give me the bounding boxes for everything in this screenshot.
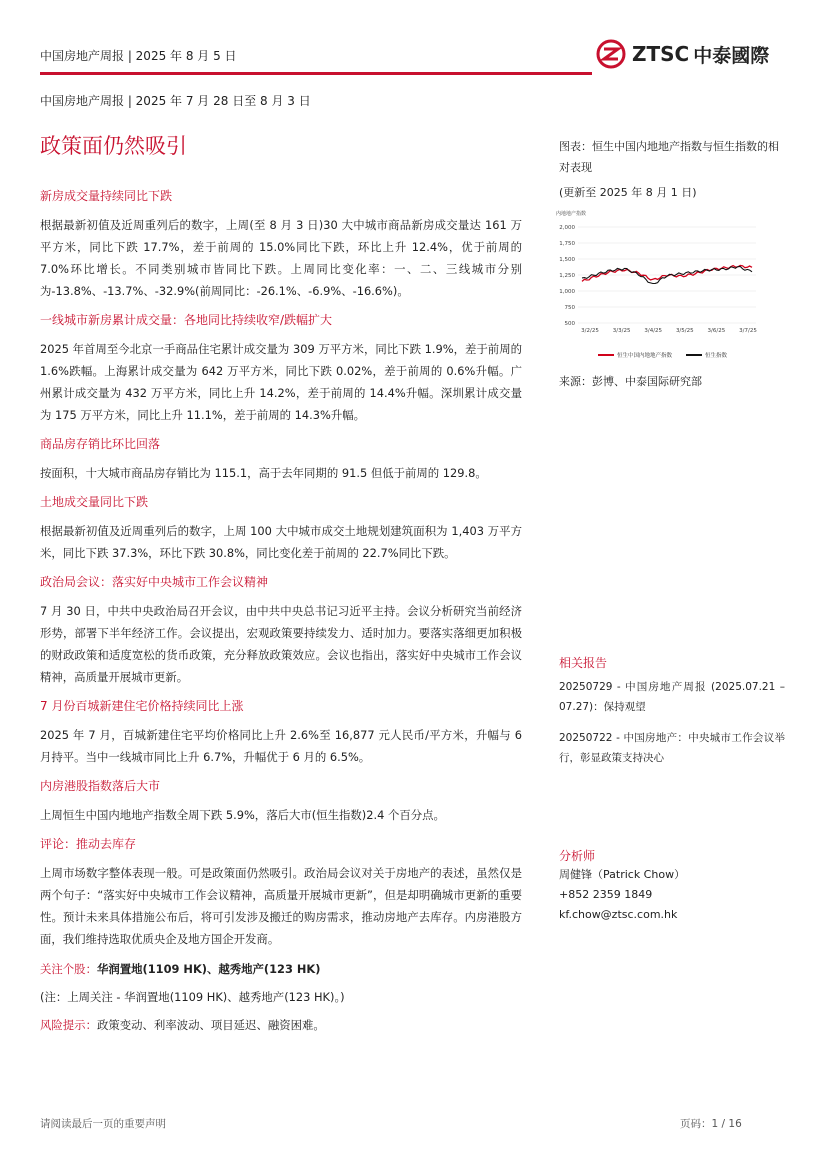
focus-stocks-value: 华润置地(1109 HK)、越秀地产(123 HK) [96,962,321,976]
section-heading: 7 月份百城新建住宅价格持续同比上涨 [40,699,244,713]
y-tick-label: 1,750 [559,241,575,247]
company-logo [596,38,796,70]
section-inventory-ratio [40,435,522,484]
header-divider [40,72,592,75]
analyst-email[interactable]: kf.chow@ztsc.com.hk [559,908,678,921]
relative-performance-chart [556,205,771,365]
focus-note: (注：上周关注 - 华润置地(1109 HK)、越秀地产(123 HK)。) [40,990,345,1004]
focus-stocks [40,959,522,979]
section-heading: 政治局会议：落实好中央城市工作会议精神 [40,575,269,589]
x-tick-label: 3/3/25 [612,328,631,334]
x-tick-label: 3/7/25 [739,328,757,334]
ztsc-logo-icon [596,39,626,69]
section-body: 根据最新初值及近周重列后的数字，上周(至 8 月 3 日)30 大中城市商品新房成交量达 161 万平方米，同比下跌 17.7%，差于前周的 15.0%同比下跌，环比上升 12.4%，优于前周的 7.0%环比增长。不同类别城市皆同比下跌。上周同比变化率：一、二、三线城市分别为-13.8%、-13.7%、-32.9%(前周同比：-26.1%、-6.9%、-16.6%)。 [40,218,522,298]
section-body: 上周恒生中国内地地产指数全周下跌 5.9%，落后大市(恒生指数)2.4 个百分点。 [40,808,445,822]
legend-label: 恒生指数 [705,353,728,359]
section-hk-property-index [40,777,522,826]
x-tick-label: 3/6/25 [707,328,726,334]
page-title: 政策面仍然吸引 [40,134,187,158]
section-land-sales [40,493,522,564]
related-report-item[interactable]: 20250729 - 中国房地产周报 (2025.07.21 – 07.27)：保持观望 [559,681,785,713]
x-tick-label: 3/2/25 [581,328,599,334]
section-tier1-cumulative [40,311,522,426]
y-tick-label: 1,000 [559,289,575,295]
analyst-phone: +852 2359 1849 [559,888,653,901]
legend-label: 恒生中国内地地产指数 [617,353,673,359]
series-line [582,265,752,281]
analyst-heading: 分析师 [559,849,596,863]
section-new-home-sales [40,187,522,302]
risk-warning [40,1015,522,1035]
y-tick-label: 500 [564,321,575,327]
chart-svg [556,205,771,365]
section-body: 7 月 30 日，中共中央政治局召开会议，由中共中央总书记习近平主持。会议分析研究当前经济形势，部署下半年经济工作。会议提出，宏观政策要持续发力、适时加力。要落实落细更加积极的财政政策和适度宽松的货币政策，充分释放政策效应。会议也指出，落实好中央城市工作会议精神，高质量开展城市更新。 [40,604,522,684]
focus-stocks-label: 关注个股： [40,962,97,976]
risk-value: 政策变动、利率波动、项目延迟、融资困难。 [96,1018,325,1032]
logo-word: ZTSC [632,42,690,66]
report-header-title: 中国房地产周报 | 2025 年 8 月 5 日 [40,49,237,63]
y-tick-label: 1,500 [559,257,575,263]
figure-caption: 图表：恒生中国内地地产指数与恒生指数的相对表现 [559,140,779,174]
analyst-name: 周健锋（Patrick Chow） [559,868,686,881]
main-content [40,187,522,1043]
section-heading: 新房成交量持续同比下跌 [40,189,173,203]
y-tick-label: 750 [564,305,575,311]
section-commentary [40,835,522,950]
x-tick-label: 3/5/25 [675,328,694,334]
section-body: 2025 年 7 月，百城新建住宅平均价格同比上升 2.6%至 16,877 元人民币/平方米，升幅与 6 月持平。当中一线城市同比上升 6.7%，升幅优于 6 月的 6.5%。 [40,728,522,764]
section-heading: 一线城市新房累计成交量：各地同比持续收窄/跌幅扩大 [40,313,333,327]
y-axis-label: 内地地产指数 [556,211,587,217]
figure-source: 来源：彭博、中泰国际研究部 [559,375,702,388]
section-heading: 内房港股指数落后大市 [40,779,161,793]
y-tick-label: 1,250 [559,273,575,279]
footer-disclaimer: 请阅读最后一页的重要声明 [40,1118,166,1130]
y-tick-label: 2,000 [559,225,575,231]
report-date-range: 中国房地产周报 | 2025 年 7 月 28 日至 8 月 3 日 [40,94,311,108]
section-price-index [40,697,522,768]
section-body: 上周市场数字整体表现一般。可是政策面仍然吸引。政治局会议对关于房地产的表述，虽然仅是两个句子：“落实好中央城市工作会议精神，高质量开展城市更新”，但是却明确城市更新的重要性。预计未来具体措施公布后，将可引发涉及搬迁的购房需求，推动房地产去库存。内房港股方面，我们维持选取优质央企及地方国企开发商。 [40,866,522,946]
page-number: 页码：1 / 16 [680,1118,742,1130]
section-heading: 土地成交量同比下跌 [40,495,149,509]
section-body: 根据最新初值及近周重列后的数字，上周 100 大中城市成交土地规划建筑面积为 1,403 万平方米，同比下跌 37.3%，环比下跌 30.8%，同比变化差于前周的 22.7%同比下跌。 [40,524,522,560]
x-tick-label: 3/4/25 [644,328,663,334]
section-body: 2025 年首周至今北京一手商品住宅累计成交量为 309 万平方米，同比下跌 1.9%，差于前周的 1.6%跌幅。上海累计成交量为 642 万平方米，同比下跌 0.02%，差于前周的 0.6%升幅。广州累计成交量为 432 万平方米，同比上升 14.2%，差于前周的 14.4%升幅。深圳累计成交量为 175 万平方米，同比上升 11.1%，差于前周的 14.3%升幅。 [40,342,522,422]
figure-update-date: (更新至 2025 年 8 月 1 日) [559,186,697,199]
section-heading: 评论：推动去库存 [40,837,137,851]
risk-label: 风险提示： [40,1018,97,1032]
section-body: 按面积，十大城市商品房存销比为 115.1，高于去年同期的 91.5 但低于前周的 129.8。 [40,466,487,480]
section-politburo [40,573,522,688]
related-report-item[interactable]: 20250722 - 中国房地产：中央城市工作会议举行，彰显政策支持决心 [559,732,785,764]
logo-chinese-name: 中泰國際 [693,44,770,67]
related-reports-heading: 相关报告 [559,656,608,670]
section-heading: 商品房存销比环比回落 [40,437,161,451]
